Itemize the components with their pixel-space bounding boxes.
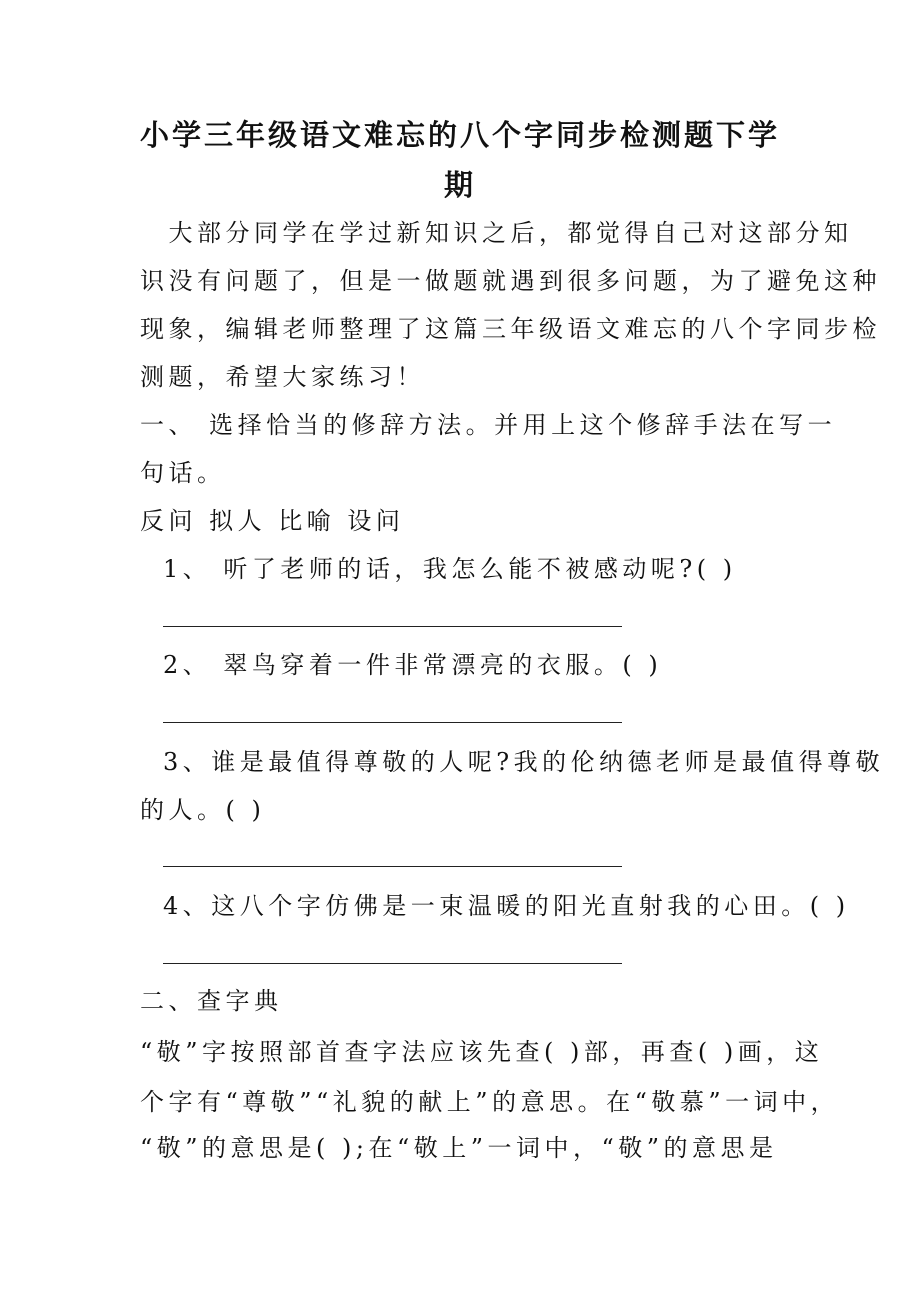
answer-line-3 (163, 866, 622, 867)
question-2: 2、 翠鸟穿着一件非常漂亮的衣服。( ) (163, 651, 663, 679)
section-2-line: 个字有“尊敬”“礼貌的献上”的意思。在“敬慕”一词中， (140, 1088, 840, 1116)
intro-line: 测题，希望大家练习！ (140, 363, 425, 391)
intro-line: 大部分同学在学过新知识之后，都觉得自己对这部分知 (140, 219, 853, 247)
section-1-heading: 句话。 (140, 459, 226, 487)
question-4: 4、这八个字仿佛是一束温暖的阳光直射我的心田。( ) (163, 892, 850, 920)
intro-line: 识没有问题了，但是一做题就遇到很多问题，为了避免这种 (140, 267, 881, 295)
section-1-heading: 一、 选择恰当的修辞方法。并用上这个修辞手法在写一 (140, 411, 837, 439)
answer-line-2 (163, 722, 622, 723)
rhetoric-options: 反问 拟人 比喻 设问 (140, 507, 405, 535)
title-line-1: 小学三年级语文难忘的八个字同步检测题下学 (139, 118, 780, 152)
question-3: 3、谁是最值得尊敬的人呢?我的伦纳德老师是最值得尊敬 (163, 748, 885, 776)
section-2-heading: 二、查字典 (140, 987, 283, 1015)
question-1: 1、 听了老师的话，我怎么能不被感动呢?( ) (163, 555, 737, 583)
section-2-line: “敬”的意思是( );在“敬上”一词中，“敬”的意思是 (140, 1134, 778, 1162)
answer-line-4 (163, 963, 622, 964)
intro-line: 现象，编辑老师整理了这篇三年级语文难忘的八个字同步检 (140, 315, 881, 343)
answer-line-1 (163, 626, 622, 627)
section-2-line: “敬”字按照部首查字法应该先查( )部，再查( )画，这 (140, 1038, 824, 1066)
title-line-2: 期 (443, 168, 476, 202)
question-3: 的人。( ) (140, 796, 266, 824)
